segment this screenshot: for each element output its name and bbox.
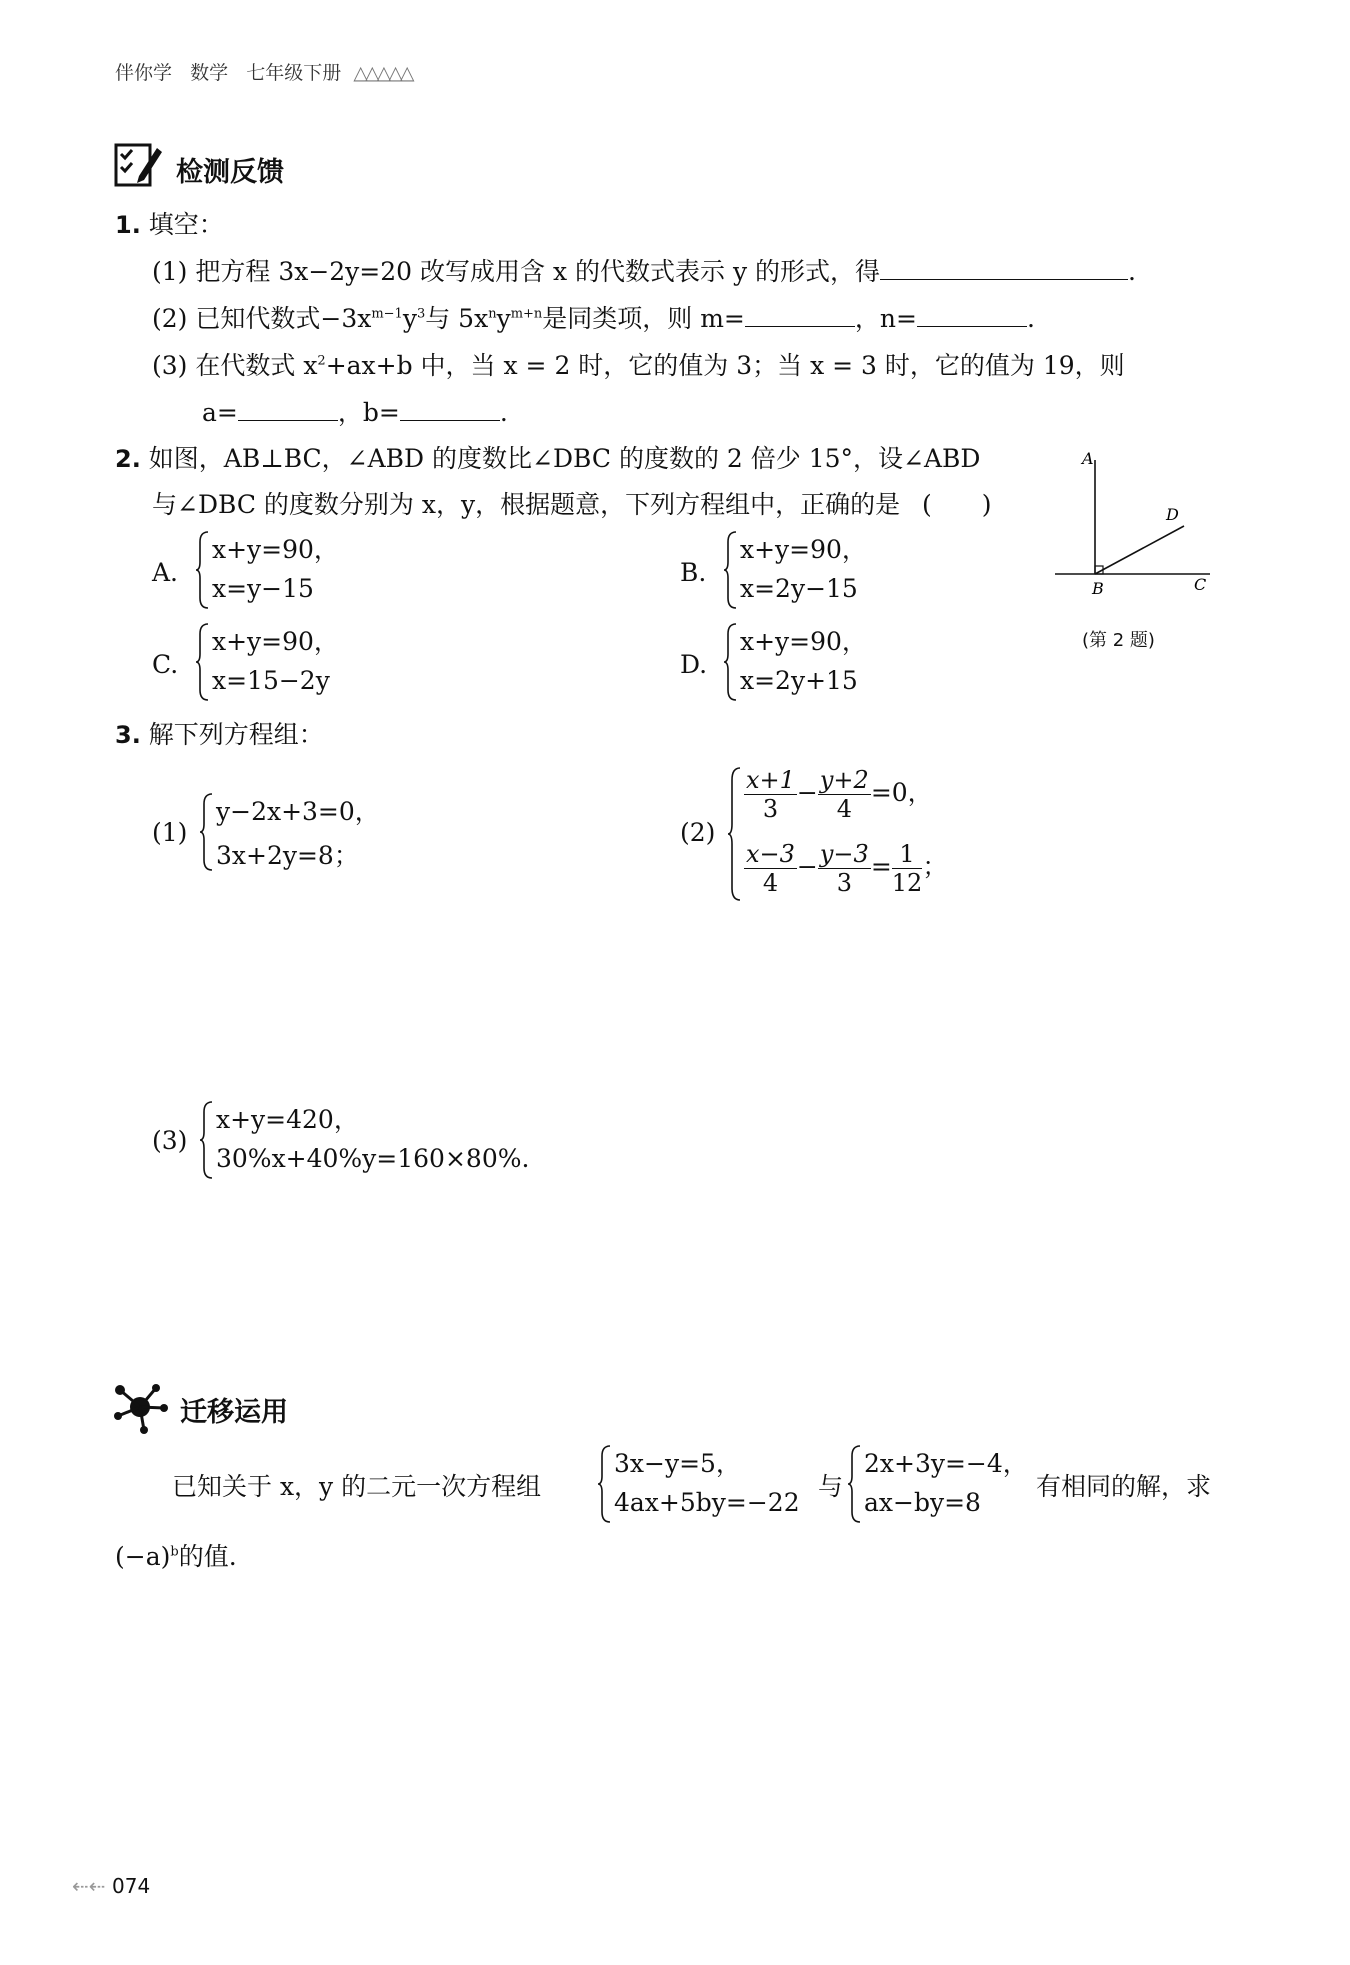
section-title-transfer: 迁移运用 xyxy=(180,1397,288,1428)
q3-s3-label: (3) xyxy=(152,1126,188,1155)
q3-s2-frac1-den: 3 xyxy=(762,795,779,823)
q3-s1-eq2: 3x+2y=8； xyxy=(216,841,359,870)
q1-p1-blank[interactable] xyxy=(880,255,1128,280)
q3-stem xyxy=(115,718,324,752)
q4-line2-end: 的值. xyxy=(178,1542,237,1571)
q1-p1-text: 把方程 3x−2y=20 改写成用含 x 的代数式表示 y 的形式，得 xyxy=(195,257,881,286)
point-d-label: D xyxy=(1166,505,1179,524)
q1-p2-sup3: n xyxy=(488,306,497,322)
q2-option-d-eq2: x=2y+15 xyxy=(740,666,858,695)
q4-line2-sup: b xyxy=(170,1544,179,1560)
q2-option-b-label[interactable]: B. xyxy=(680,558,707,587)
q1-p3-sup: 2 xyxy=(317,353,326,369)
q1-stem xyxy=(115,208,224,242)
point-b-label: B xyxy=(1092,579,1104,598)
molecule-icon xyxy=(110,1380,170,1434)
q3-s1-label: (1) xyxy=(152,818,188,847)
q3-s2-frac3 xyxy=(744,840,797,897)
q2-answer-paren[interactable]: ( ) xyxy=(922,490,992,519)
q4-sys-a-eq1: 3x−y=5， xyxy=(614,1449,741,1478)
q1-p2-sup2: 3 xyxy=(416,306,426,322)
q4-line2 xyxy=(115,1540,237,1574)
q2-option-d-eq1: x+y=90， xyxy=(740,627,867,656)
q1-part2: (2) 已知代数式$-3x^{m-1}y^3$与 $5x^ny^{m+n}$是同类项，则 m= ，n= . xyxy=(152,304,1035,333)
q3-s2-minus1: − xyxy=(796,778,818,807)
q1-number: 1. xyxy=(115,211,141,239)
q3-s2-minus2: − xyxy=(796,852,818,881)
q1-p2-post: 是同类项，则 m= xyxy=(542,304,745,333)
q3-s2-frac4-num: y−3 xyxy=(819,840,869,868)
q3-s3-eq1: x+y=420， xyxy=(216,1105,359,1134)
q2-option-d-label[interactable]: D. xyxy=(680,650,708,679)
q3-s2-eq1 xyxy=(744,766,933,823)
q2-line1 xyxy=(115,442,980,476)
q2-option-b-eq1: x+y=90， xyxy=(740,535,867,564)
q3-s2-frac1 xyxy=(744,766,797,823)
q2-figure-caption: (第 2 题) xyxy=(1082,630,1155,651)
q3-s2-frac3-num: x−3 xyxy=(746,840,795,868)
q1-p3-label: (3) xyxy=(152,351,188,380)
q3-s2-equals: = xyxy=(870,852,892,881)
q3-s2-frac4 xyxy=(818,840,871,897)
q2-option-a-eq2: x=y−15 xyxy=(212,574,314,603)
checklist-pen-icon xyxy=(113,140,163,190)
q1-p2-sup4: m+n xyxy=(510,306,543,322)
q1-p2-n: ，n= xyxy=(854,304,917,333)
q3-s3-eq2: 30%x+40%y=160×80%. xyxy=(216,1144,530,1173)
q4-pre: 已知关于 x，y 的二元一次方程组 xyxy=(172,1472,542,1501)
section-title-feedback: 检测反馈 xyxy=(176,157,284,188)
q1-p2-mid3: y xyxy=(496,304,511,333)
q3-s1-eq1: y−2x+3=0， xyxy=(216,797,380,826)
q3-s2-frac4-den: 3 xyxy=(836,869,852,897)
q1-p2-m-blank[interactable] xyxy=(745,302,855,327)
q1-stem-text: 填空： xyxy=(148,210,224,239)
q2-figure xyxy=(1050,448,1230,608)
q2-option-a-eq1: x+y=90， xyxy=(212,535,339,564)
q1-p2-mid2: 与 5x xyxy=(425,304,489,333)
q3-s2-label: (2) xyxy=(680,818,716,847)
page-header xyxy=(115,58,411,85)
q1-p3-text2: +ax+b 中，当 x = 2 时，它的值为 3；当 x = 3 时，它的值为 19，则 xyxy=(325,351,1125,380)
q2-number: 2. xyxy=(115,445,141,473)
q3-number: 3. xyxy=(115,721,141,749)
q1-p3-a: a= xyxy=(202,398,238,427)
point-a-label: A xyxy=(1082,449,1094,468)
header-book: 伴你学 xyxy=(115,62,173,84)
q3-s2-frac5 xyxy=(892,840,923,897)
q3-s2-end: ； xyxy=(922,852,948,881)
q1-p2-n-blank[interactable] xyxy=(917,302,1027,327)
q1-p2-mid1: y xyxy=(402,304,417,333)
q2-option-c-eq1: x+y=90， xyxy=(212,627,339,656)
header-triangles: △△△△△ xyxy=(353,62,412,84)
q2-option-c-label[interactable]: C. xyxy=(152,650,179,679)
q1-p3-text1: 在代数式 x xyxy=(195,351,318,380)
q2-option-b-eq2: x=2y−15 xyxy=(740,574,858,603)
q2-line2-text: 与∠DBC 的度数分别为 x，y，根据题意，下列方程组中，正确的是 xyxy=(152,490,901,519)
page-number: 074 xyxy=(112,1874,151,1898)
q3-s2-rhs1: =0， xyxy=(870,778,933,807)
q2-option-a-label[interactable]: A. xyxy=(152,558,179,587)
q1-part3 xyxy=(152,349,1125,383)
q4-line2-base: (−a) xyxy=(115,1542,171,1571)
q1-p2-label: (2) xyxy=(152,304,188,333)
q1-p1-label: (1) xyxy=(152,257,188,286)
q4-mid: 与 xyxy=(818,1472,844,1501)
q1-p2-sup1: m−1 xyxy=(371,306,403,322)
q4-post: 有相同的解，求 xyxy=(1036,1472,1212,1501)
q4-sys-b-eq2: ax−by=8 xyxy=(864,1488,981,1517)
q3-s2-frac5-den: 12 xyxy=(891,869,923,897)
q1-part1: (1) 把方程 3x−2y=20 改写成用含 x 的代数式表示 y 的形式，得 . xyxy=(152,257,1136,286)
q3-s2-frac3-den: 4 xyxy=(762,869,779,897)
q2-line1-text: 如图，AB⊥BC，∠ABD 的度数比∠DBC 的度数的 2 倍少 15°，设∠ABD xyxy=(148,444,981,473)
q1-p2-pre: 已知代数式−3x xyxy=(195,304,372,333)
q3-stem-text: 解下列方程组： xyxy=(148,720,324,749)
q4-sys-b-eq1: 2x+3y=−4， xyxy=(864,1449,1028,1478)
q1-p3-a-blank[interactable] xyxy=(238,396,338,421)
q4-sys-a-eq2: 4ax+5by=−22 xyxy=(614,1488,800,1517)
q3-s2-frac1-num: x+1 xyxy=(746,766,795,794)
footer-arrows-icon: ⇠⇠ xyxy=(72,1874,106,1898)
point-c-label: C xyxy=(1194,575,1207,594)
header-grade: 七年级下册 xyxy=(246,62,342,84)
q1-p3-b-blank[interactable] xyxy=(400,396,500,421)
header-subject: 数学 xyxy=(190,62,229,84)
q3-s2-frac5-num: 1 xyxy=(892,840,923,869)
q3-s2-eq2 xyxy=(744,840,947,897)
q2-option-c-eq2: x=15−2y xyxy=(212,666,330,695)
q1-part3-answers: a= ，b= . xyxy=(202,398,508,427)
q3-s2-frac2 xyxy=(818,766,871,823)
segment-bd xyxy=(1095,526,1184,574)
q3-s2-frac2-num: y+2 xyxy=(819,766,869,794)
q1-p3-b: ，b= xyxy=(337,398,400,427)
q2-line2 xyxy=(152,488,992,522)
q3-s2-frac2-den: 4 xyxy=(836,795,852,823)
